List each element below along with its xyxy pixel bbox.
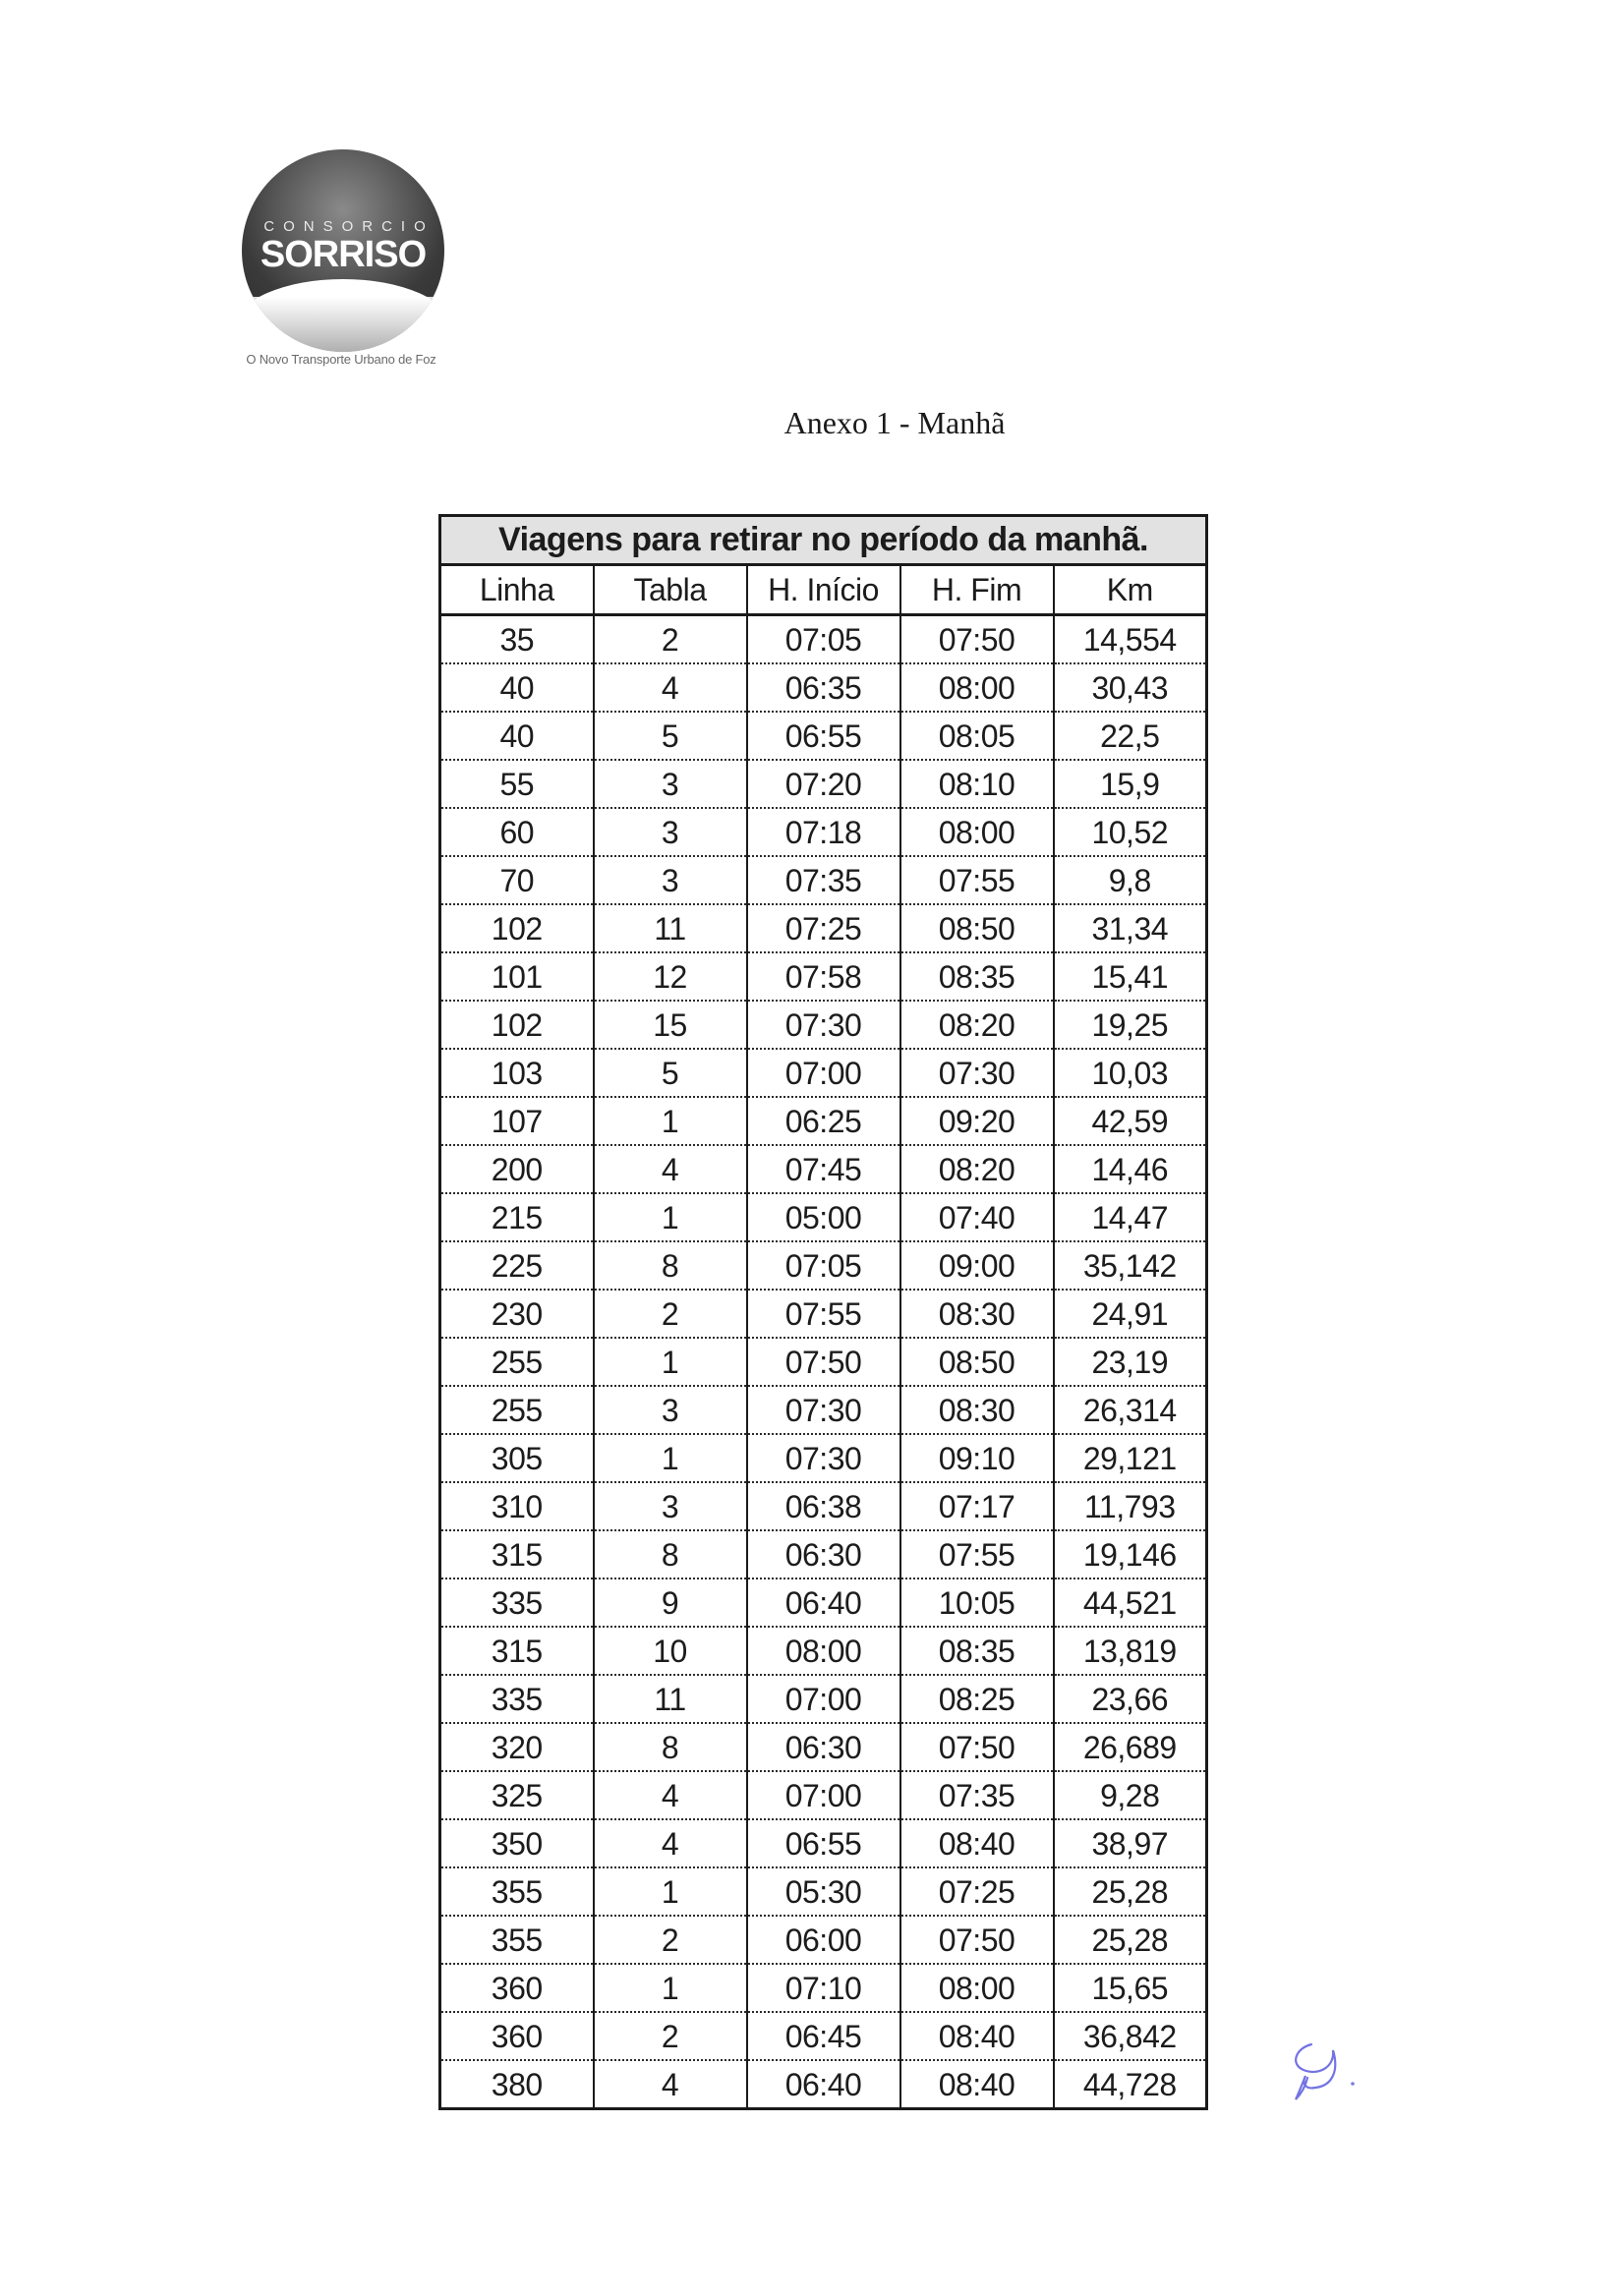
cell-km: 15,9 [1054, 760, 1207, 808]
document-title: Anexo 1 - Manhã [783, 405, 1006, 440]
cell-tabla: 3 [594, 760, 747, 808]
cell-linha: 305 [440, 1434, 594, 1482]
cell-tabla: 4 [594, 1145, 747, 1193]
cell-linha: 335 [440, 1675, 594, 1723]
cell-hora-inicio: 07:00 [747, 1771, 900, 1819]
cell-hora-fim: 10:05 [900, 1578, 1054, 1627]
cell-linha: 310 [440, 1482, 594, 1530]
cell-km: 19,146 [1054, 1530, 1207, 1578]
cell-hora-fim: 07:17 [900, 1482, 1054, 1530]
cell-tabla: 9 [594, 1578, 747, 1627]
table-row [440, 1964, 1207, 2012]
cell-hora-inicio: 07:05 [747, 615, 900, 664]
table-row [440, 952, 1207, 1001]
cell-km: 23,19 [1054, 1338, 1207, 1386]
cell-hora-fim: 09:00 [900, 1241, 1054, 1290]
cell-hora-fim: 08:50 [900, 1338, 1054, 1386]
cell-hora-fim: 08:40 [900, 1819, 1054, 1867]
cell-hora-inicio: 06:25 [747, 1097, 900, 1145]
cell-linha: 70 [440, 856, 594, 904]
cell-hora-inicio: 07:18 [747, 808, 900, 856]
cell-tabla: 2 [594, 1290, 747, 1338]
cell-hora-fim: 08:30 [900, 1386, 1054, 1434]
cell-tabla: 1 [594, 1193, 747, 1241]
logo-consorcio-text: CONSORCIO [263, 218, 435, 235]
cell-linha: 325 [440, 1771, 594, 1819]
table-row [440, 1241, 1207, 1290]
table-body [440, 615, 1207, 2109]
cell-hora-fim: 08:10 [900, 760, 1054, 808]
column-header-hora-inicio: H. Início [747, 565, 900, 615]
cell-km: 10,52 [1054, 808, 1207, 856]
table-row [440, 808, 1207, 856]
cell-tabla: 3 [594, 1482, 747, 1530]
cell-hora-fim: 07:40 [900, 1193, 1054, 1241]
table-row [440, 1771, 1207, 1819]
table-row [440, 1290, 1207, 1338]
cell-linha: 225 [440, 1241, 594, 1290]
cell-hora-fim: 08:40 [900, 2060, 1054, 2109]
cell-hora-fim: 07:35 [900, 1771, 1054, 1819]
cell-linha: 355 [440, 1916, 594, 1964]
cell-linha: 315 [440, 1627, 594, 1675]
cell-tabla: 15 [594, 1001, 747, 1049]
table-row [440, 1530, 1207, 1578]
cell-linha: 350 [440, 1819, 594, 1867]
cell-linha: 55 [440, 760, 594, 808]
cell-tabla: 8 [594, 1241, 747, 1290]
cell-linha: 103 [440, 1049, 594, 1097]
cell-hora-fim: 08:35 [900, 1627, 1054, 1675]
trips-table [438, 514, 1208, 2110]
cell-hora-inicio: 06:40 [747, 2060, 900, 2109]
cell-km: 36,842 [1054, 2012, 1207, 2060]
cell-linha: 315 [440, 1530, 594, 1578]
cell-tabla: 11 [594, 904, 747, 952]
cell-tabla: 1 [594, 1867, 747, 1916]
cell-tabla: 8 [594, 1530, 747, 1578]
cell-hora-fim: 07:50 [900, 1916, 1054, 1964]
cell-km: 11,793 [1054, 1482, 1207, 1530]
cell-km: 38,97 [1054, 1819, 1207, 1867]
cell-linha: 102 [440, 904, 594, 952]
cell-hora-fim: 08:05 [900, 712, 1054, 760]
table-row [440, 1097, 1207, 1145]
cell-km: 13,819 [1054, 1627, 1207, 1675]
cell-hora-inicio: 06:38 [747, 1482, 900, 1530]
table-row [440, 1578, 1207, 1627]
table-row [440, 1482, 1207, 1530]
table-row [440, 1049, 1207, 1097]
logo-tagline: O Novo Transporte Urbano de Foz [246, 352, 436, 367]
cell-hora-inicio: 07:05 [747, 1241, 900, 1290]
cell-tabla: 4 [594, 2060, 747, 2109]
cell-linha: 335 [440, 1578, 594, 1627]
cell-linha: 60 [440, 808, 594, 856]
company-logo [242, 149, 444, 352]
cell-tabla: 11 [594, 1675, 747, 1723]
cell-hora-inicio: 07:55 [747, 1290, 900, 1338]
cell-tabla: 2 [594, 2012, 747, 2060]
table-row [440, 1434, 1207, 1482]
cell-hora-fim: 08:50 [900, 904, 1054, 952]
cell-tabla: 2 [594, 615, 747, 664]
table-row [440, 1386, 1207, 1434]
cell-hora-inicio: 07:30 [747, 1434, 900, 1482]
table-row [440, 2060, 1207, 2109]
cell-hora-fim: 08:25 [900, 1675, 1054, 1723]
table-row [440, 615, 1207, 664]
cell-hora-fim: 08:35 [900, 952, 1054, 1001]
cell-km: 35,142 [1054, 1241, 1207, 1290]
cell-hora-inicio: 06:30 [747, 1723, 900, 1771]
cell-km: 25,28 [1054, 1867, 1207, 1916]
cell-km: 26,314 [1054, 1386, 1207, 1434]
cell-km: 9,28 [1054, 1771, 1207, 1819]
cell-tabla: 5 [594, 1049, 747, 1097]
cell-km: 44,521 [1054, 1578, 1207, 1627]
cell-hora-fim: 09:20 [900, 1097, 1054, 1145]
cell-linha: 107 [440, 1097, 594, 1145]
table-header-row [440, 565, 1207, 615]
logo-brand-text: SORRISO [260, 234, 427, 275]
cell-hora-inicio: 07:30 [747, 1386, 900, 1434]
table-row [440, 663, 1207, 712]
cell-hora-inicio: 07:45 [747, 1145, 900, 1193]
table-row [440, 1627, 1207, 1675]
column-header-tabla: Tabla [594, 565, 747, 615]
cell-hora-inicio: 06:45 [747, 2012, 900, 2060]
table-row [440, 1916, 1207, 1964]
cell-tabla: 1 [594, 1434, 747, 1482]
cell-tabla: 10 [594, 1627, 747, 1675]
cell-hora-inicio: 06:35 [747, 663, 900, 712]
cell-hora-fim: 07:55 [900, 1530, 1054, 1578]
table-row [440, 904, 1207, 952]
cell-hora-inicio: 06:55 [747, 1819, 900, 1867]
cell-linha: 355 [440, 1867, 594, 1916]
cell-hora-fim: 07:50 [900, 1723, 1054, 1771]
column-header-linha: Linha [440, 565, 594, 615]
cell-hora-fim: 08:00 [900, 1964, 1054, 2012]
cell-linha: 35 [440, 615, 594, 664]
cell-tabla: 4 [594, 1819, 747, 1867]
cell-hora-fim: 07:50 [900, 615, 1054, 664]
cell-km: 24,91 [1054, 1290, 1207, 1338]
cell-hora-fim: 08:20 [900, 1001, 1054, 1049]
cell-km: 10,03 [1054, 1049, 1207, 1097]
column-header-hora-fim: H. Fim [900, 565, 1054, 615]
cell-km: 30,43 [1054, 663, 1207, 712]
cell-tabla: 8 [594, 1723, 747, 1771]
table-caption-row [440, 516, 1207, 565]
cell-km: 29,121 [1054, 1434, 1207, 1482]
cell-km: 31,34 [1054, 904, 1207, 952]
cell-hora-inicio: 07:00 [747, 1675, 900, 1723]
cell-hora-fim: 08:30 [900, 1290, 1054, 1338]
cell-hora-inicio: 07:10 [747, 1964, 900, 2012]
cell-km: 15,65 [1054, 1964, 1207, 2012]
table-row [440, 2012, 1207, 2060]
cell-hora-fim: 08:00 [900, 808, 1054, 856]
table-row [440, 1193, 1207, 1241]
signature-icon [1282, 2031, 1361, 2105]
cell-tabla: 1 [594, 1097, 747, 1145]
cell-hora-fim: 07:30 [900, 1049, 1054, 1097]
cell-hora-inicio: 06:55 [747, 712, 900, 760]
cell-km: 15,41 [1054, 952, 1207, 1001]
cell-tabla: 12 [594, 952, 747, 1001]
cell-hora-fim: 08:40 [900, 2012, 1054, 2060]
cell-hora-fim: 08:00 [900, 663, 1054, 712]
cell-hora-inicio: 06:00 [747, 1916, 900, 1964]
cell-linha: 102 [440, 1001, 594, 1049]
cell-hora-inicio: 06:30 [747, 1530, 900, 1578]
cell-hora-fim: 08:20 [900, 1145, 1054, 1193]
cell-km: 14,554 [1054, 615, 1207, 664]
cell-linha: 255 [440, 1338, 594, 1386]
cell-km: 44,728 [1082, 2067, 1177, 2102]
table-row [440, 1819, 1207, 1867]
cell-km: 23,66 [1054, 1675, 1207, 1723]
cell-linha: 40 [440, 663, 594, 712]
cell-hora-inicio: 05:30 [747, 1867, 900, 1916]
cell-linha: 320 [440, 1723, 594, 1771]
cell-tabla: 3 [594, 1386, 747, 1434]
cell-linha: 215 [440, 1193, 594, 1241]
cell-tabla: 4 [594, 663, 747, 712]
cell-km: 14,46 [1054, 1145, 1207, 1193]
column-header-km: Km [1054, 565, 1207, 615]
table-row [440, 712, 1207, 760]
cell-tabla: 1 [594, 1964, 747, 2012]
table-row [440, 1001, 1207, 1049]
cell-linha: 101 [440, 952, 594, 1001]
cell-tabla: 1 [594, 1338, 747, 1386]
cell-km: 9,8 [1054, 856, 1207, 904]
cell-tabla: 2 [594, 1916, 747, 1964]
table-row [440, 1675, 1207, 1723]
table-row [440, 1723, 1207, 1771]
table-row [440, 856, 1207, 904]
cell-km: 25,28 [1054, 1916, 1207, 1964]
cell-km: 42,59 [1054, 1097, 1207, 1145]
cell-km: 14,47 [1054, 1193, 1207, 1241]
cell-hora-inicio: 05:00 [747, 1193, 900, 1241]
cell-hora-fim: 07:55 [900, 856, 1054, 904]
cell-km: 19,25 [1054, 1001, 1207, 1049]
cell-hora-inicio: 07:00 [747, 1049, 900, 1097]
cell-hora-fim: 09:10 [900, 1434, 1054, 1482]
cell-tabla: 4 [594, 1771, 747, 1819]
cell-linha: 380 [440, 2060, 594, 2109]
cell-km: 22,5 [1054, 712, 1207, 760]
cell-hora-inicio: 07:20 [747, 760, 900, 808]
cell-hora-inicio: 07:35 [747, 856, 900, 904]
cell-tabla: 3 [594, 856, 747, 904]
cell-hora-inicio: 07:30 [747, 1001, 900, 1049]
table-row [440, 1338, 1207, 1386]
cell-linha: 360 [440, 1964, 594, 2012]
cell-hora-inicio: 07:58 [747, 952, 900, 1001]
cell-tabla: 5 [594, 712, 747, 760]
cell-hora-inicio: 07:25 [747, 904, 900, 952]
cell-hora-fim: 07:25 [900, 1867, 1054, 1916]
cell-linha: 200 [440, 1145, 594, 1193]
cell-linha: 255 [440, 1386, 594, 1434]
cell-tabla: 3 [594, 808, 747, 856]
cell-linha: 230 [440, 1290, 594, 1338]
cell-hora-inicio: 08:00 [747, 1627, 900, 1675]
cell-km: 26,689 [1054, 1723, 1207, 1771]
cell-linha: 40 [440, 712, 594, 760]
table-row [440, 760, 1207, 808]
cell-hora-inicio: 07:50 [747, 1338, 900, 1386]
cell-hora-inicio: 06:40 [747, 1578, 900, 1627]
table-row [440, 1867, 1207, 1916]
table-row [440, 1145, 1207, 1193]
cell-linha: 360 [440, 2012, 594, 2060]
table-caption: Viagens para retirar no período da manhã. [440, 516, 1207, 565]
